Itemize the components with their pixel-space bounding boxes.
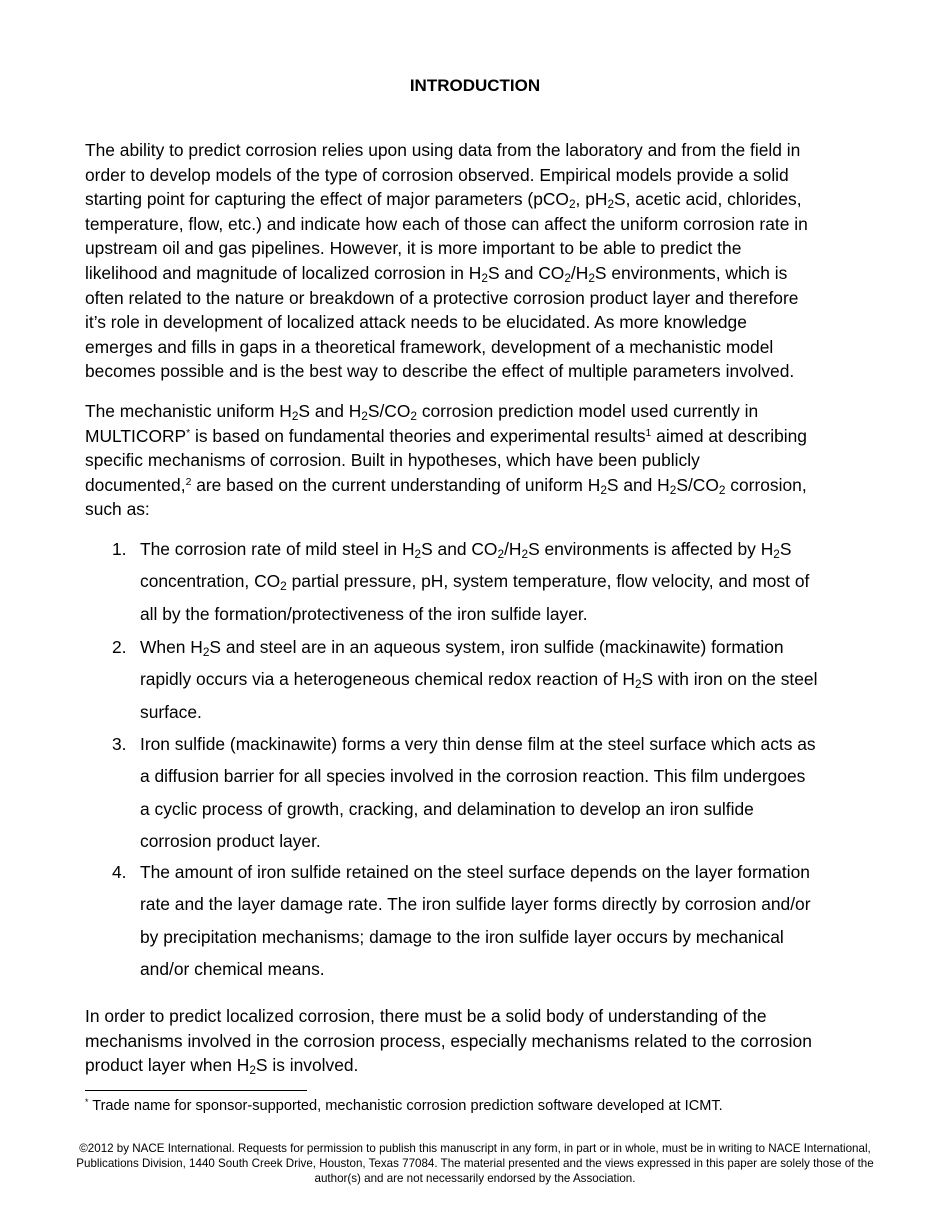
paragraph-model bbox=[85, 399, 807, 522]
text-line: mechanisms involved in the corrosion process, especially mechanisms related to the corrosion bbox=[85, 1030, 812, 1051]
footnote: * Trade name for sponsor-supported, mechanistic corrosion prediction software developed at ICMT. bbox=[85, 1096, 723, 1114]
text-line: The corrosion rate of mild steel in $H_2S$ and $CO_2/H_2S$ environments is affected by $H_2S$ bbox=[140, 539, 792, 561]
text-line: and/or chemical means. bbox=[140, 959, 325, 980]
section-heading: INTRODUCTION bbox=[409, 76, 541, 95]
text-line: specific mechanisms of corrosion. Built in hypotheses, which have been publicly bbox=[85, 450, 700, 471]
text-line: all by the formation/protectiveness of the iron sulfide layer. bbox=[140, 603, 588, 624]
text-line: rate and the layer damage rate. The iron sulfide layer forms directly by corrosion and/or bbox=[140, 894, 811, 915]
text-line: order to develop models of the type of corrosion observed. Empirical models provide a solid bbox=[85, 164, 789, 185]
text-line: The amount of iron sulfide retained on the steel surface depends on the layer formation bbox=[140, 862, 810, 882]
list-number: 1. bbox=[112, 539, 127, 559]
text-line: temperature, flow, etc.) and indicate how each of those can affect the uniform corrosion rate in bbox=[85, 213, 808, 234]
text-line: concentration, $CO_2$ partial pressure, pH, system temperature, flow velocity, and most of bbox=[140, 571, 810, 594]
footnote-divider bbox=[85, 1090, 307, 1091]
copyright-notice bbox=[40, 1141, 910, 1186]
text-line: becomes possible and is the best way to describe the effect of multiple parameters involved. bbox=[85, 361, 795, 382]
paragraph-intro bbox=[85, 138, 808, 384]
text-line: When $H_2S$ and steel are in an aqueous system, iron sulfide (mackinawite) formation bbox=[140, 637, 784, 659]
text-line: a cyclic process of growth, cracking, and delamination to develop an iron sulfide bbox=[140, 798, 754, 819]
text-line: surface. bbox=[140, 701, 202, 722]
paragraph-conclusion bbox=[85, 1004, 812, 1078]
text-line: The ability to predict corrosion relies upon using data from the laboratory and from the field in bbox=[85, 140, 801, 160]
text-line: documented,$^2$ are based on the current understanding of uniform $H_2S$ and $H_2S/CO_2$ corrosion, bbox=[85, 474, 807, 497]
text-line: product layer when $H_2S$ is involved. bbox=[85, 1055, 359, 1078]
text-line: starting point for capturing the effect of major parameters (pCO$_2$, $pH_2S$, acetic acid, chlorides, bbox=[85, 189, 802, 212]
list-number: 2. bbox=[112, 637, 127, 657]
text-line: MULTICORP* is based on fundamental theories and experimental results$^1$ aimed at describing bbox=[85, 425, 807, 446]
text-line: often related to the nature or breakdown of a protective corrosion product layer and therefore bbox=[85, 287, 799, 308]
copyright-line: Publications Division, 1440 South Creek Drive, Houston, Texas 77084. The material presented and the views expressed in this paper are solely those of the bbox=[76, 1157, 874, 1170]
text-line: such as: bbox=[85, 499, 150, 520]
text-line: rapidly occurs via a heterogeneous chemical redox reaction of $H_2S$ with iron on the steel bbox=[140, 669, 818, 692]
text-line: upstream oil and gas pipelines. However, it is more important to be able to predict the bbox=[85, 238, 742, 259]
copyright-line: author(s) and are not necessarily endorsed by the Association. bbox=[314, 1172, 636, 1185]
text-line: In order to predict localized corrosion, there must be a solid body of understanding of the bbox=[85, 1006, 767, 1026]
text-line: it’s role in development of localized attack needs to be elucidated. As more knowledge bbox=[85, 312, 747, 333]
text-line: by precipitation mechanisms; damage to the iron sulfide layer occurs by mechanical bbox=[140, 926, 784, 947]
copyright-line: ©2012 by NACE International. Requests for permission to publish this manuscript in any form, in part or in whole, must be in writing to NACE International, bbox=[79, 1142, 871, 1155]
text-line: corrosion product layer. bbox=[140, 831, 321, 852]
text-line: Iron sulfide (mackinawite) forms a very thin dense film at the steel surface which acts as bbox=[140, 734, 816, 754]
list-number: 3. bbox=[112, 734, 127, 754]
text-line: likelihood and magnitude of localized corrosion in $H_2S$ and $CO_2/H_2S$ environments, which is bbox=[85, 262, 788, 285]
text-line: The mechanistic uniform $H_2S$ and $H_2S/CO_2$ corrosion prediction model used currently in bbox=[85, 401, 759, 423]
text-line: a diffusion barrier for all species involved in the corrosion reaction. This film undergoes bbox=[140, 766, 806, 787]
list-number: 4. bbox=[112, 862, 127, 882]
text-line: emerges and fills in gaps in a theoretical framework, development of a mechanistic model bbox=[85, 336, 774, 357]
